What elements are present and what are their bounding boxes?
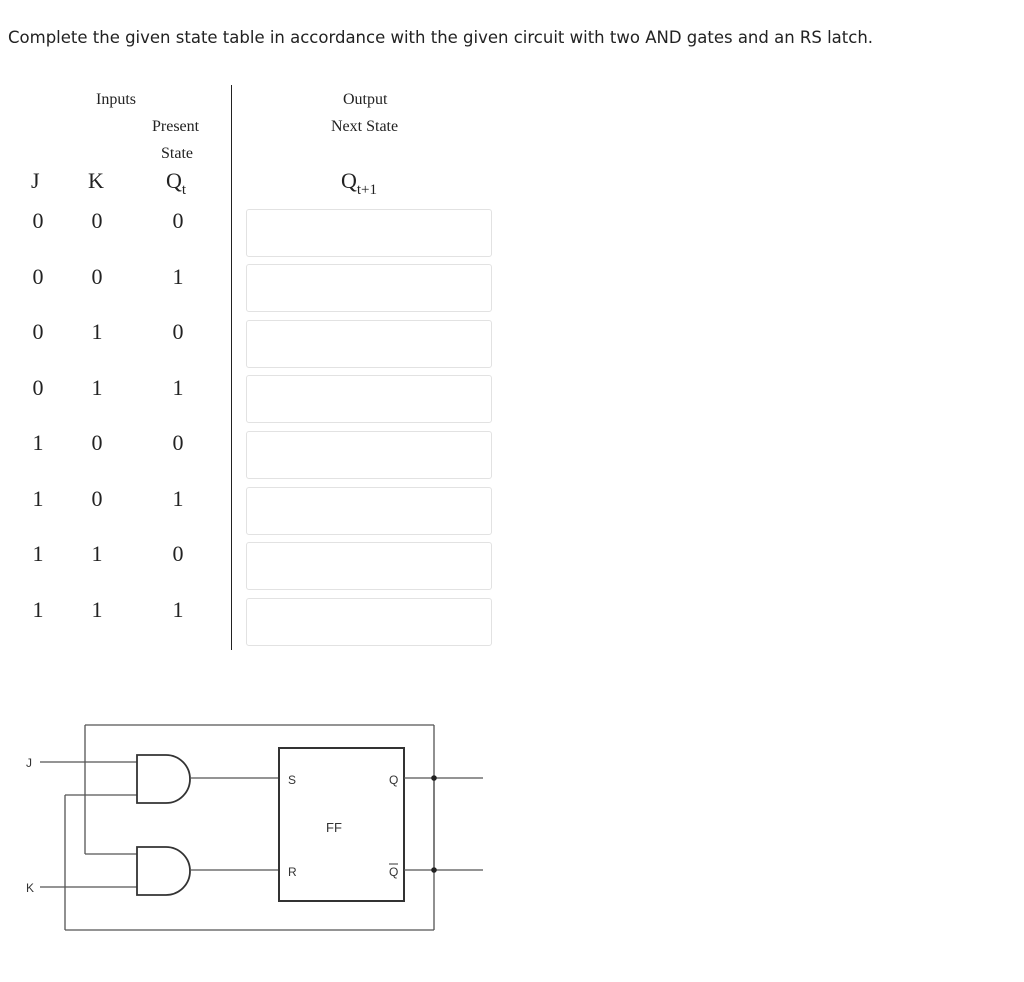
state-header: State — [161, 145, 193, 162]
and-gate-2 — [137, 847, 190, 895]
label-k: K — [26, 881, 35, 895]
cell-j: 1 — [32, 541, 44, 566]
cell-j: 1 — [32, 486, 44, 511]
cell-j: 0 — [32, 264, 44, 289]
cell-j: 0 — [32, 208, 44, 233]
answer-input[interactable] — [246, 264, 492, 312]
answer-input[interactable] — [246, 375, 492, 423]
cell-q: 0 — [172, 430, 184, 455]
cell-q: 1 — [172, 375, 184, 400]
cell-q: 0 — [172, 319, 184, 344]
output-header: Output — [343, 91, 388, 108]
label-q: Q — [389, 773, 399, 787]
cell-j: 0 — [32, 375, 44, 400]
col-k-header: K — [88, 168, 104, 193]
label-ff: FF — [326, 820, 342, 835]
present-header: Present — [152, 118, 200, 135]
cell-q: 1 — [172, 264, 184, 289]
cell-k: 0 — [91, 208, 103, 233]
cell-k: 1 — [91, 375, 103, 400]
cell-k: 0 — [91, 430, 103, 455]
col-qt-header: $Q_t$ — [166, 168, 187, 198]
cell-q: 1 — [172, 597, 184, 622]
question-text: Complete the given state table in accordance with the given circuit with two AND gates and an RS latch. — [8, 28, 874, 47]
cell-k: 1 — [91, 319, 103, 344]
cell-j: 1 — [32, 430, 44, 455]
junction-qbar — [431, 867, 437, 873]
inputs-header: Inputs — [96, 91, 136, 108]
cell-k: 1 — [91, 541, 103, 566]
and-gate-1 — [137, 755, 190, 803]
answer-input[interactable] — [246, 431, 492, 479]
label-j: J — [26, 756, 32, 770]
col-qt1-header: $Q_{t+1}$ — [341, 168, 378, 198]
answer-input[interactable] — [246, 598, 492, 646]
next-state-header: Next State — [331, 118, 399, 135]
label-qbar: Q — [389, 865, 399, 879]
answer-input[interactable] — [246, 320, 492, 368]
label-r: R — [288, 865, 297, 879]
answer-input[interactable] — [246, 209, 492, 257]
junction-q — [431, 775, 437, 781]
cell-k: 1 — [91, 597, 103, 622]
table-divider — [231, 85, 232, 650]
cell-q: 0 — [172, 541, 184, 566]
cell-j: 0 — [32, 319, 44, 344]
answer-input[interactable] — [246, 542, 492, 590]
cell-q: 1 — [172, 486, 184, 511]
label-s: S — [288, 773, 297, 787]
cell-k: 0 — [91, 264, 103, 289]
cell-q: 0 — [172, 208, 184, 233]
answer-input[interactable] — [246, 487, 492, 535]
circuit-diagram — [0, 700, 520, 950]
cell-k: 0 — [91, 486, 103, 511]
cell-j: 1 — [32, 597, 44, 622]
col-j-header: J — [31, 168, 40, 193]
